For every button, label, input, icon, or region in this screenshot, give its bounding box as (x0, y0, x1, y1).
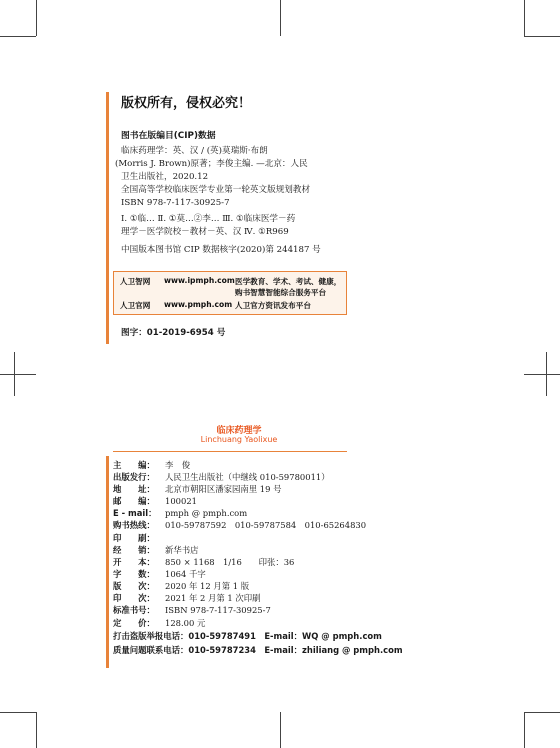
quality-contact-line: 质量问题联系电话：010-59787234 E-mail：zhiliang @ pmph.com (113, 645, 403, 655)
imprint-row: 版 次： 2020 年 12 月第 1 版 (113, 581, 250, 591)
registration-mark (14, 352, 15, 396)
contract-number: 图字：01-2019-6954 号 (121, 328, 226, 338)
imprint-row: 主 编： 李 俊 (113, 460, 191, 470)
imprint-row: 经 销： 新华书店 (113, 545, 199, 555)
imprint-row: 标准书号： ISBN 978-7-117-30925-7 (113, 605, 271, 615)
crop-mark (524, 712, 560, 713)
registration-mark (546, 352, 547, 396)
cip-line: (Morris J. Brown)原著；李俊主编. —北京：人民 (115, 159, 308, 169)
accent-bar-top (106, 92, 109, 344)
accent-bar-bottom (106, 456, 109, 668)
imprint-row: 购书热线： 010-59787592 010-59787584 010-65264830 (113, 520, 367, 530)
cip-title: 图书在版编目(CIP)数据 (121, 131, 216, 141)
imprint-row: 印 次： 2021 年 2 月第 1 次印刷 (113, 593, 261, 603)
box-desc: 购书智慧智能综合服务平台 (235, 288, 327, 297)
box-desc: 人卫官方资讯发布平台 (235, 301, 311, 310)
cip-line: 临床药理学：英、汉 / (英)莫瑞斯·布朗 (121, 146, 268, 156)
imprint-row: 印 刷： (113, 533, 155, 543)
registration-mark (524, 374, 560, 375)
title-rule (113, 451, 347, 452)
crop-mark (0, 712, 36, 713)
cip-line: Ⅰ. ①临… Ⅱ. ①莫…②李… Ⅲ. ①临床医学－药 (121, 214, 296, 224)
cip-line: 中国版本图书馆 CIP 数据核字(2020)第 244187 号 (121, 245, 321, 255)
crop-mark (36, 712, 37, 748)
crop-mark (0, 36, 36, 37)
service-info-box (113, 271, 347, 315)
box-label: 人卫官网 (120, 301, 151, 310)
imprint-row: 地 址： 北京市朝阳区潘家园南里 19 号 (113, 484, 282, 494)
crop-mark (524, 712, 525, 748)
box-url-link[interactable]: www.ipmph.com (164, 276, 235, 285)
imprint-row: 邮 编： 100021 (113, 496, 197, 506)
cip-line: 卫生出版社，2020.12 (121, 172, 209, 182)
crop-mark (524, 36, 560, 37)
box-label: 人卫智网 (120, 277, 151, 286)
imprint-row: E - mail： pmph @ pmph.com (113, 508, 248, 518)
imprint-row: 定 价： 128.00 元 (113, 618, 206, 628)
imprint-row: 出版发行： 人民卫生出版社（中继线 010-59780011） (113, 472, 330, 482)
cip-line: 理学－医学院校－教材－英、汉 Ⅳ. ①R969 (121, 227, 289, 237)
book-pinyin: Linchuang Yaolixue (200, 435, 278, 444)
box-url-link[interactable]: www.pmph.com (164, 300, 233, 309)
crop-mark (36, 0, 37, 36)
box-desc: 医学教育、学术、考试、健康， (235, 277, 342, 286)
crop-mark (280, 0, 281, 36)
cip-line: 全国高等学校临床医学专业第一轮英文版规划教材 (121, 185, 311, 195)
crop-mark (524, 0, 525, 36)
book-title: 临床药理学 (216, 426, 262, 436)
imprint-row: 开 本： 850 × 1168 1/16 印张：36 (113, 557, 295, 567)
copyright-notice: 版权所有，侵权必究！ (121, 96, 252, 111)
piracy-report-line: 打击盗版举报电话：010-59787491 E-mail：WQ @ pmph.com (113, 631, 382, 641)
registration-mark (0, 374, 36, 375)
imprint-row: 字 数： 1064 千字 (113, 569, 206, 579)
crop-mark (280, 712, 281, 748)
cip-line: ISBN 978-7-117-30925-7 (121, 198, 230, 208)
